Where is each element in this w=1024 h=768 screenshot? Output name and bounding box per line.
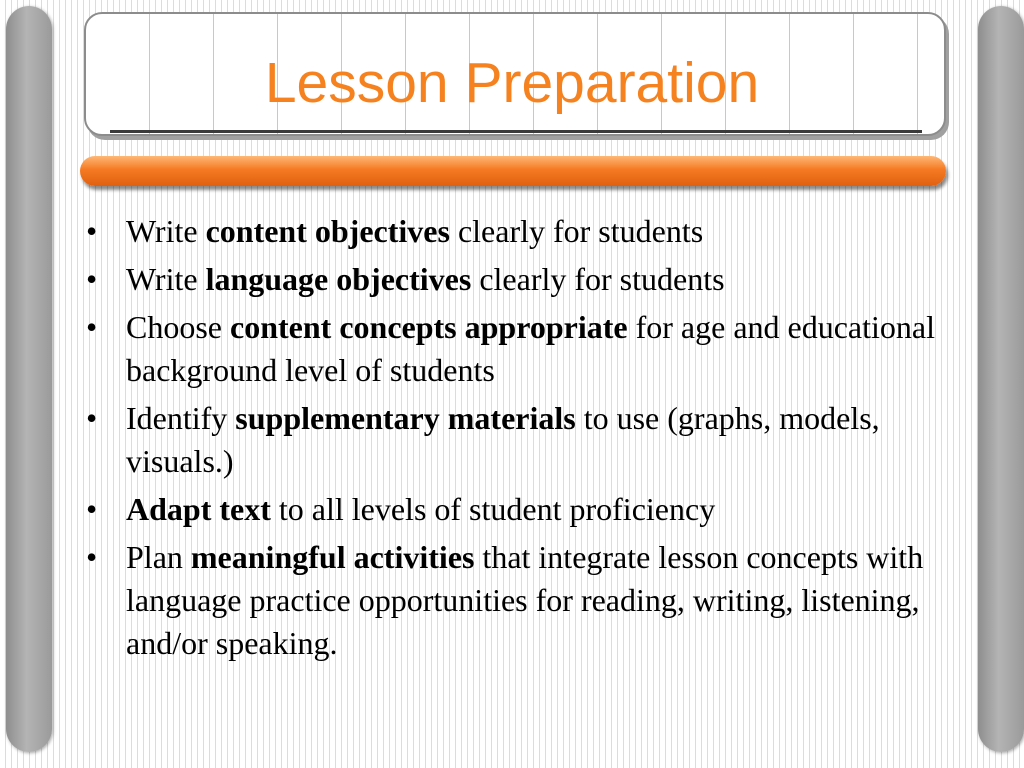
bullet-item: [86, 488, 946, 531]
bullet-emphasis: meaningful activities: [190, 539, 475, 575]
bullet-marker: •: [86, 309, 98, 345]
bullet-text: to all levels of student proficiency: [270, 491, 716, 527]
bullet-emphasis: content concepts appropriate: [230, 309, 628, 345]
bullet-text: for age and educational background level of students: [126, 309, 935, 388]
accent-bar: [80, 156, 946, 186]
bullet-text: Plan: [126, 539, 191, 575]
bullet-marker: •: [86, 400, 98, 436]
right-decorative-bar: [978, 6, 1024, 752]
bullet-text: clearly for students: [449, 213, 704, 249]
bullet-emphasis: language objectives: [205, 261, 472, 297]
bullet-list: [86, 210, 946, 670]
bullet-text: Choose: [126, 309, 230, 345]
bullet-item: [86, 258, 946, 301]
bullet-text: Write: [126, 261, 206, 297]
bullet-marker: •: [86, 539, 98, 575]
bullet-text: Identify: [126, 400, 236, 436]
title-underline: [110, 130, 922, 133]
bullet-marker: •: [86, 213, 98, 249]
bullet-text: to use (graphs, models, visuals.): [126, 400, 880, 479]
slide-title: Lesson Preparation: [264, 51, 760, 115]
bullet-item: [86, 210, 946, 253]
bullet-text: Write: [126, 213, 206, 249]
bullet-emphasis: content objectives: [205, 213, 450, 249]
left-decorative-bar: [6, 6, 52, 752]
bullet-emphasis: supplementary materials: [235, 400, 576, 436]
bullet-item: [86, 397, 946, 483]
bullet-emphasis: Adapt text: [126, 491, 271, 527]
bullet-text: that integrate lesson concepts with language practice opportunities for reading, writing, listening, and/or speaking.: [126, 539, 924, 661]
bullet-marker: •: [86, 491, 98, 527]
bullet-text: clearly for students: [471, 261, 725, 297]
bullet-item: [86, 536, 946, 665]
bullet-marker: •: [86, 261, 98, 297]
bullet-item: [86, 306, 946, 392]
